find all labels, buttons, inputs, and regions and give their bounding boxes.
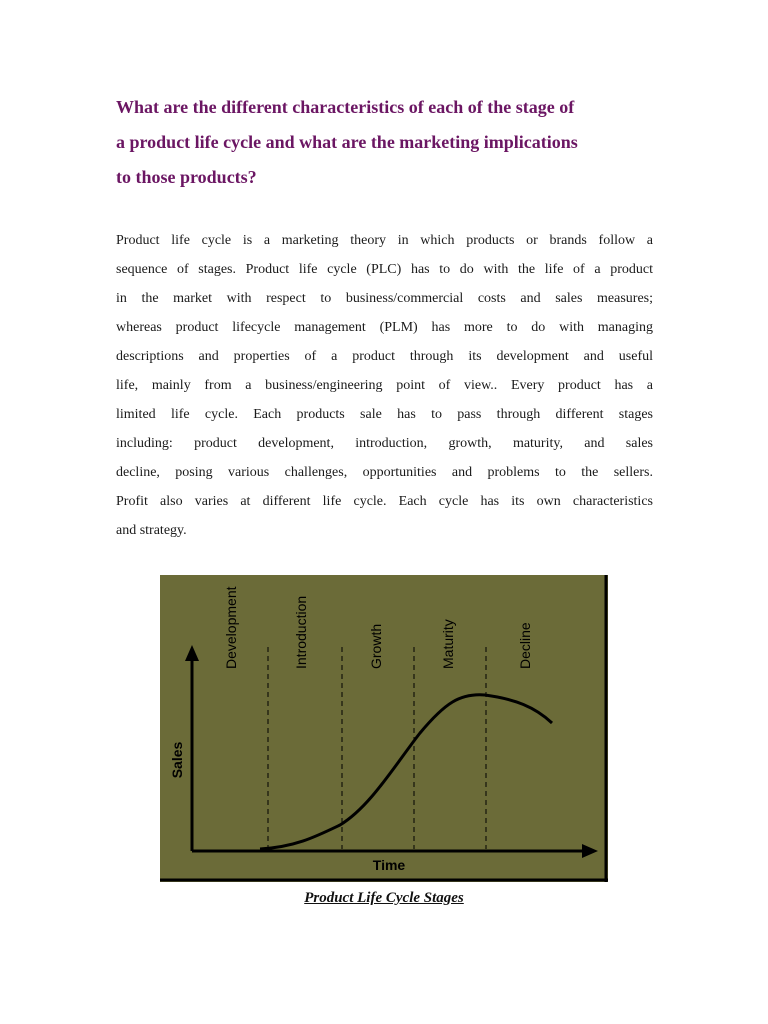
stage-label-growth: Growth <box>368 623 384 669</box>
plc-chart-svg <box>160 575 608 882</box>
paragraph-line: Product life cycle is a marketing theory in which products or brands follow a <box>116 233 653 248</box>
intro-paragraph <box>116 226 653 545</box>
stage-label-decline: Decline <box>517 622 533 669</box>
stage-label-introduction: Introduction <box>293 595 309 669</box>
stage-label-maturity: Maturity <box>440 619 456 669</box>
figure-caption: Product Life Cycle Stages <box>304 890 464 906</box>
heading-line: What are the different characteristics of each of the stage of <box>116 97 575 117</box>
paragraph-line: descriptions and properties of a product through its development and useful <box>116 349 653 364</box>
paragraph-line: whereas product lifecycle management (PLM) has more to do with managing <box>116 320 653 335</box>
plc-diagram <box>160 575 608 882</box>
paragraph-line: in the market with respect to business/commercial costs and sales measures; <box>116 291 653 306</box>
paragraph-line: decline, posing various challenges, opportunities and problems to the sellers. <box>116 465 653 480</box>
heading-line: to those products? <box>116 167 257 187</box>
stage-label-development: Development <box>223 586 239 669</box>
paragraph-line: life, mainly from a business/engineering point of view.. Every product has a <box>116 378 653 393</box>
y-axis-label: Sales <box>169 741 185 779</box>
paragraph-line: and strategy. <box>116 523 187 538</box>
paragraph-line: sequence of stages. Product life cycle (PLC) has to do with the life of a product <box>116 262 653 277</box>
paragraph-line: Profit also varies at different life cycle. Each cycle has its own characteristics <box>116 494 653 509</box>
heading-line: a product life cycle and what are the marketing implications <box>116 132 578 152</box>
x-axis-label: Time <box>372 857 406 873</box>
paragraph-line: limited life cycle. Each products sale has to pass through different stages <box>116 407 653 422</box>
question-heading <box>116 90 661 195</box>
paragraph-line: including: product development, introduction, growth, maturity, and sales <box>116 436 653 451</box>
